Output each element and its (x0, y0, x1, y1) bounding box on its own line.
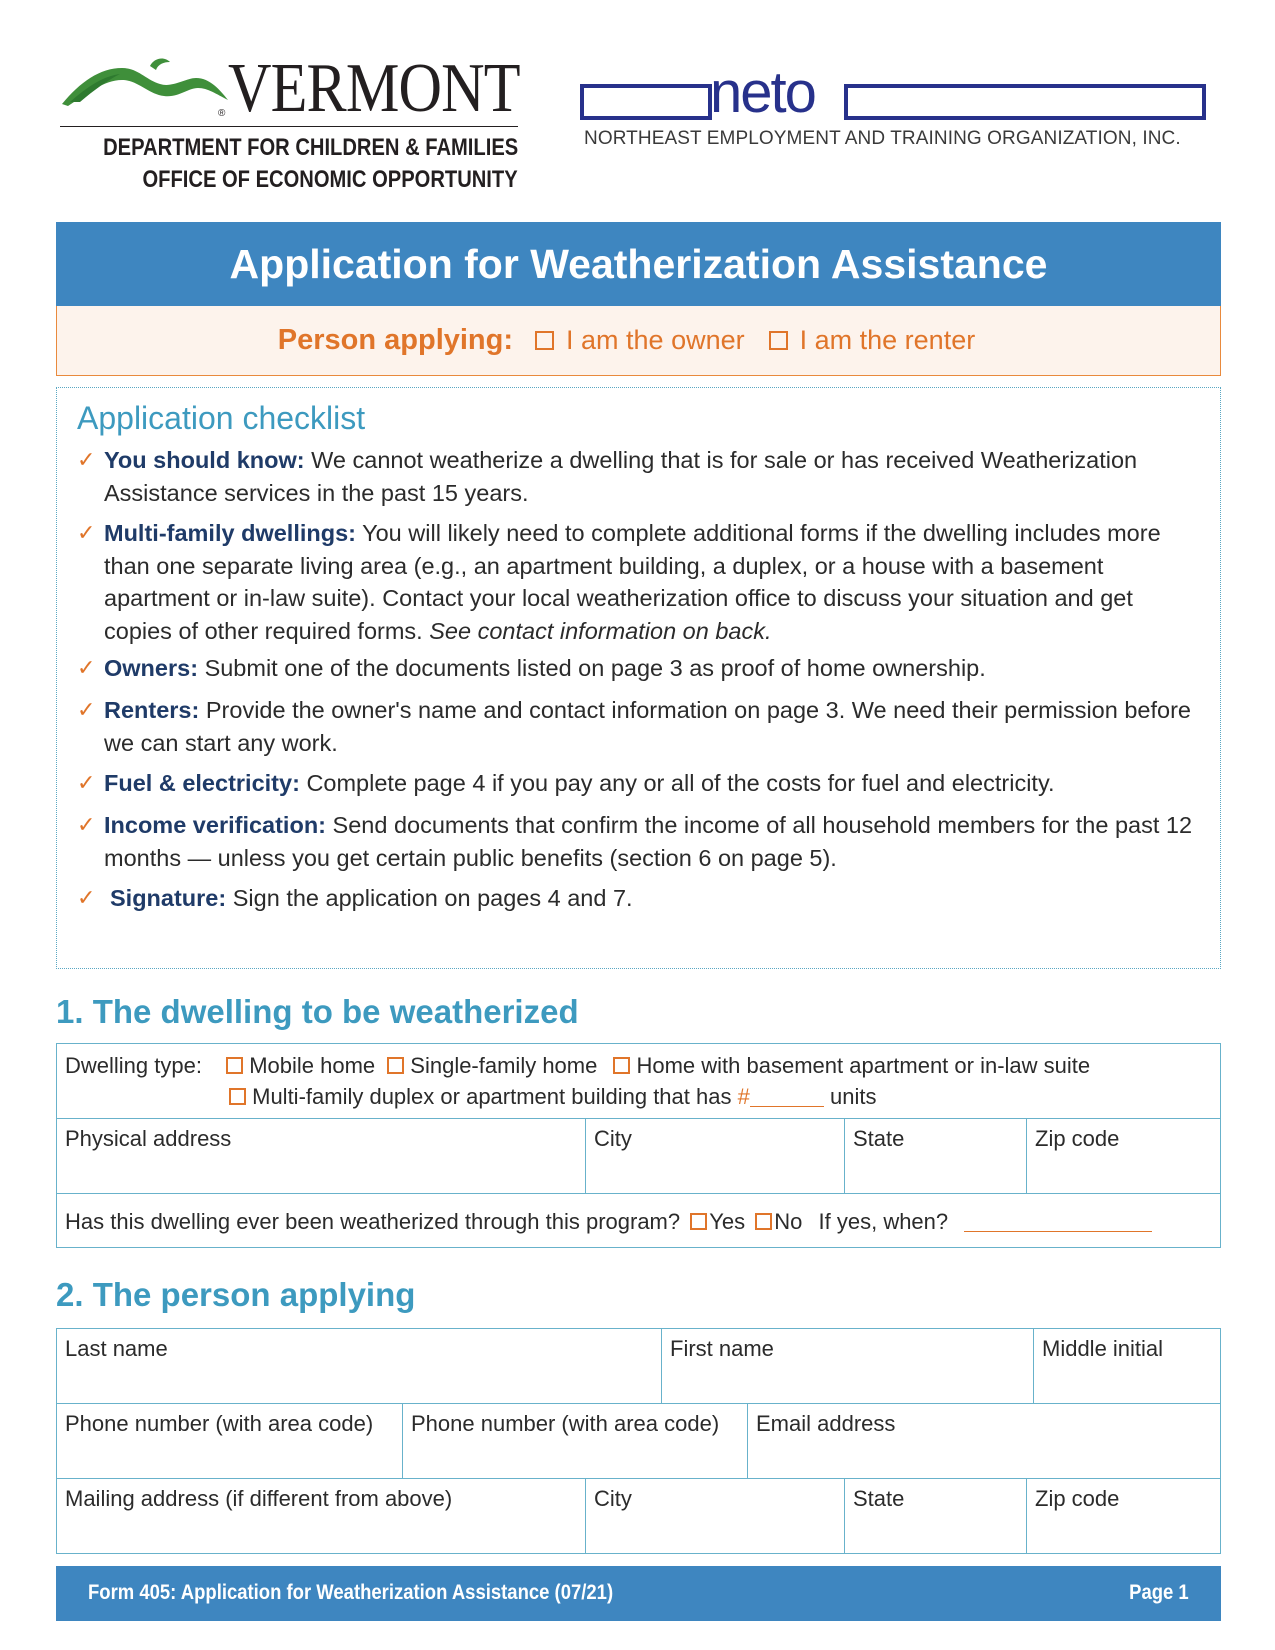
name-row (57, 1329, 1220, 1403)
page-footer (56, 1566, 1221, 1621)
yes-checkbox[interactable] (690, 1213, 707, 1230)
owner-option-label: I am the owner (566, 325, 745, 355)
middle-initial-label: Middle initial (1042, 1336, 1164, 1361)
mailing-address-field[interactable] (57, 1479, 585, 1553)
phone-number-field-2[interactable] (402, 1404, 747, 1478)
checklist-item (77, 809, 1197, 874)
no-option[interactable] (755, 1209, 802, 1234)
dwelling-table (56, 1043, 1221, 1248)
section-1-title: The dwelling to be weatherized (92, 993, 579, 1030)
form-identifier: Form 405: Application for Weatherization Assistance (07/21) (88, 1581, 614, 1604)
unit-count-hash: # (737, 1084, 750, 1109)
yes-option[interactable] (690, 1209, 745, 1234)
office-name: OFFICE OF ECONOMIC OPPORTUNITY (142, 166, 518, 193)
page-title: Application for Weatherization Assistance (56, 222, 1221, 306)
checklist-item-label: You should know: (104, 447, 305, 473)
checklist-item-text: Provide the owner's name and contact information on page 3. We need their permission before we can start any work. (104, 697, 1191, 756)
mailing-zip-code-field[interactable] (1026, 1479, 1219, 1553)
mobile-home-option[interactable] (226, 1053, 375, 1078)
weatherized-before-cell (57, 1194, 1220, 1247)
basement-apartment-option[interactable] (613, 1053, 1090, 1078)
checklist-item-text: You will likely need to complete additional forms if the dwelling includes more than one separate living area (e.g., an apartment building, a duplex, or a house with a basement apartment or in-law suite). Contact your local weatherization office to discuss your situation and get copies of other required forms. (104, 520, 1161, 644)
zip-code-label: Zip code (1035, 1126, 1120, 1151)
zip-code-field[interactable] (1026, 1119, 1219, 1193)
unit-count-input[interactable] (750, 1106, 824, 1107)
vermont-dcf-logo (60, 50, 520, 193)
state-label: State (853, 1126, 905, 1151)
weatherized-when-input[interactable] (964, 1231, 1152, 1232)
checkmark-icon: ✓ (77, 885, 96, 910)
checklist-item-text: Complete page 4 if you pay any or all of the costs for fuel and electricity. (306, 770, 1055, 796)
mailing-row (57, 1478, 1220, 1553)
last-name-field[interactable] (57, 1329, 661, 1403)
checklist-item-label: Signature: (110, 885, 227, 911)
multi-family-label: Multi-family duplex or apartment building that has (252, 1084, 732, 1109)
owner-checkbox[interactable] (535, 331, 554, 350)
checkmark-icon: ✓ (77, 812, 96, 837)
multi-family-option[interactable] (229, 1084, 731, 1109)
checklist-item-text: Sign the application on pages 4 and 7. (232, 885, 633, 911)
dwelling-type-row (57, 1044, 1220, 1118)
neto-logo-text: neto (710, 66, 815, 122)
checklist-item-label: Income verification: (104, 812, 326, 838)
checklist-item (77, 767, 1197, 800)
if-yes-label: If yes, when? (818, 1209, 949, 1234)
mailing-state-label: State (853, 1486, 905, 1511)
weatherized-question: Has this dwelling ever been weatherized through this program? (65, 1209, 681, 1234)
checklist-item (77, 444, 1197, 509)
checklist-item-label: Renters: (104, 697, 200, 723)
checkmark-icon: ✓ (77, 770, 96, 795)
email-address-field[interactable] (747, 1404, 1219, 1478)
basement-apartment-label: Home with basement apartment or in-law suite (636, 1053, 1091, 1078)
mailing-zip-code-label: Zip code (1035, 1486, 1120, 1511)
city-label: City (594, 1126, 632, 1151)
phone-number-label-2: Phone number (with area code) (411, 1411, 720, 1436)
page-number: Page 1 (1129, 1581, 1189, 1604)
applicant-table (56, 1328, 1221, 1554)
checkmark-icon: ✓ (77, 520, 96, 545)
mailing-address-label: Mailing address (if different from above) (65, 1486, 453, 1511)
checklist-item-label: Fuel & electricity: (104, 770, 300, 796)
single-family-checkbox[interactable] (387, 1057, 404, 1074)
checklist-item-text: Send documents that confirm the income of all household members for the past 12 months — unless you get certain public benefits (section 6 on page 5). (104, 812, 1193, 871)
neto-tagline: NORTHEAST EMPLOYMENT AND TRAINING ORGANIZATION, INC. (584, 128, 1181, 149)
checklist-item-label: Owners: (104, 655, 199, 681)
vermont-wordmark: VERMONT (228, 50, 520, 127)
application-checklist (56, 387, 1221, 969)
renter-checkbox[interactable] (769, 331, 788, 350)
weatherized-before-row (57, 1193, 1220, 1247)
checklist-item-text: Submit one of the documents listed on page 3 as proof of home ownership. (204, 655, 986, 681)
city-field[interactable] (585, 1119, 844, 1193)
section-2-number: 2. (56, 1276, 84, 1313)
mailing-state-field[interactable] (844, 1479, 1026, 1553)
single-family-label: Single-family home (410, 1053, 598, 1078)
contact-row (57, 1403, 1220, 1478)
basement-apartment-checkbox[interactable] (613, 1057, 630, 1074)
multi-family-checkbox[interactable] (229, 1088, 246, 1105)
neto-wordmark-graphic (580, 66, 1206, 122)
checklist-title: Application checklist (77, 400, 366, 436)
person-applying-label: Person applying: (277, 324, 514, 356)
units-label: units (829, 1084, 877, 1109)
renter-option-label: I am the renter (799, 325, 976, 355)
person-applying-bar (56, 306, 1221, 376)
contact-info-note: See contact information on back. (429, 617, 772, 644)
dwelling-type-cell (57, 1044, 1220, 1118)
mobile-home-checkbox[interactable] (226, 1057, 243, 1074)
logo-divider (60, 126, 518, 127)
checklist-item-label: Multi-family dwellings: (104, 520, 356, 546)
yes-label: Yes (709, 1209, 746, 1234)
department-name: DEPARTMENT FOR CHILDREN & FAMILIES (102, 134, 518, 161)
middle-initial-field[interactable] (1033, 1329, 1219, 1403)
checkmark-icon: ✓ (77, 655, 96, 680)
section-1-number: 1. (56, 993, 84, 1030)
section-2-title: The person applying (92, 1276, 416, 1313)
checklist-item (77, 694, 1197, 759)
renter-option[interactable] (769, 325, 976, 356)
phone-number-label-1: Phone number (with area code) (65, 1411, 374, 1436)
physical-address-label: Physical address (65, 1126, 232, 1151)
registered-mark: ® (218, 108, 226, 119)
no-label: No (774, 1209, 803, 1234)
mailing-city-field[interactable] (585, 1479, 844, 1553)
first-name-label: First name (670, 1336, 774, 1361)
mailing-city-label: City (594, 1486, 632, 1511)
dwelling-type-label: Dwelling type: (65, 1053, 202, 1078)
state-field[interactable] (844, 1119, 1026, 1193)
checklist-item (77, 517, 1197, 647)
email-address-label: Email address (756, 1411, 896, 1436)
checklist-item (77, 882, 1197, 915)
checkmark-icon: ✓ (77, 447, 96, 472)
checkmark-icon: ✓ (77, 697, 96, 722)
neto-logo (580, 66, 1220, 156)
no-checkbox[interactable] (755, 1213, 772, 1230)
section-1-heading (56, 993, 579, 1031)
first-name-field[interactable] (661, 1329, 1033, 1403)
single-family-option[interactable] (387, 1053, 597, 1078)
physical-address-field[interactable] (57, 1119, 585, 1193)
section-2-heading (56, 1276, 415, 1314)
mobile-home-label: Mobile home (249, 1053, 376, 1078)
address-row (57, 1118, 1220, 1193)
phone-number-field-1[interactable] (57, 1404, 402, 1478)
owner-option[interactable] (535, 325, 745, 356)
green-mountains-icon (60, 50, 230, 114)
checklist-item-text: We cannot weatherize a dwelling that is for sale or has received Weatherization Assistance services in the past 15 years. (104, 447, 1138, 506)
last-name-label: Last name (65, 1336, 168, 1361)
checklist-item (77, 652, 1197, 685)
